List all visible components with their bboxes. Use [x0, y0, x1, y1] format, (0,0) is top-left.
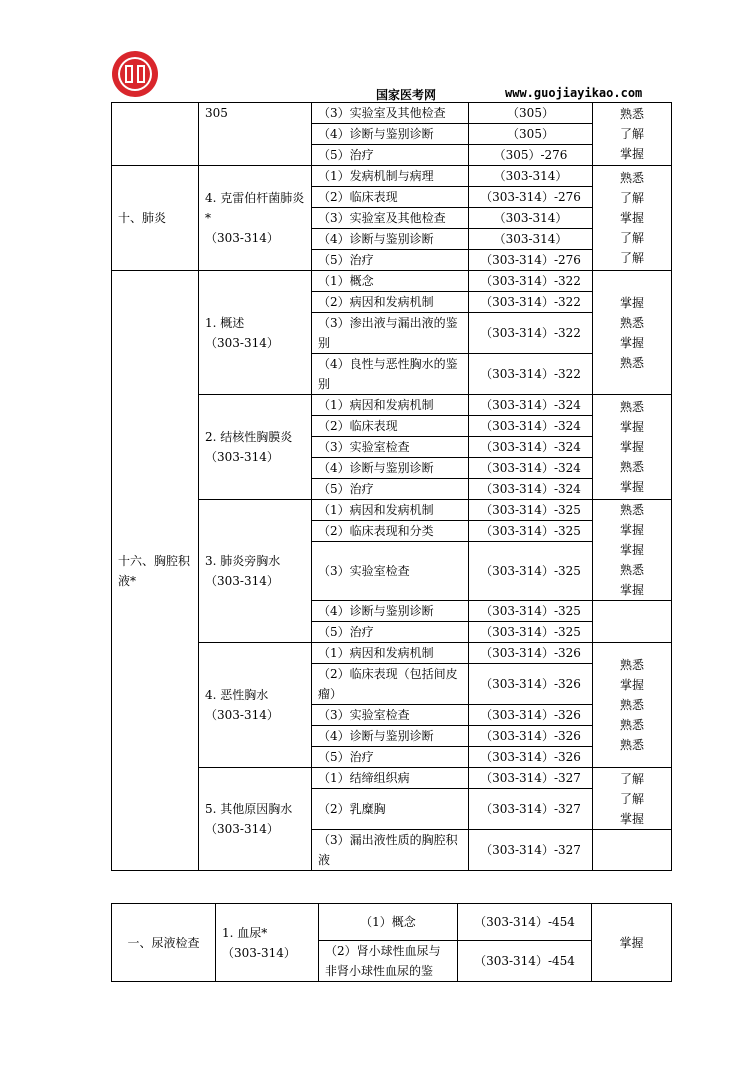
ref-cell: （303-314）-327 — [469, 830, 593, 871]
ref-cell: （303-314）-326 — [469, 664, 593, 705]
item-cell: （5）治疗 — [312, 250, 469, 271]
item-cell: （3）实验室检查 — [312, 705, 469, 726]
ref-cell: （303-314）-325 — [469, 601, 593, 622]
ref-cell: （303-314）-326 — [469, 747, 593, 768]
level-cell: 熟悉 掌握 熟悉 熟悉 熟悉 — [593, 643, 672, 768]
ref-cell: （303-314） — [469, 166, 593, 187]
item-cell: （2）临床表现 — [312, 416, 469, 437]
ref-cell: （305） — [469, 103, 593, 124]
item-cell: （4）良性与恶性胸水的鉴别 — [312, 354, 469, 395]
ref-cell: （303-314）-322 — [469, 313, 593, 354]
ref-cell: （303-314）-327 — [469, 768, 593, 789]
section-cell: 一、尿液检查 — [112, 904, 216, 982]
topic-cell: 5. 其他原因胸水 （303-314） — [199, 768, 312, 871]
item-cell: （4）诊断与鉴别诊断 — [312, 726, 469, 747]
ref-cell: （303-314）-324 — [469, 395, 593, 416]
ref-cell: （303-314）-325 — [469, 500, 593, 521]
level-cell: 熟悉 了解 掌握 了解 了解 — [593, 166, 672, 271]
site-url[interactable]: www.guojiayikao.com — [505, 86, 643, 100]
ref-cell: （303-314）-326 — [469, 726, 593, 747]
ref-cell: （303-314）-324 — [469, 416, 593, 437]
item-cell: （1）结缔组织病 — [312, 768, 469, 789]
item-cell: （5）治疗 — [312, 479, 469, 500]
level-cell: 熟悉 掌握 掌握 熟悉 掌握 — [593, 500, 672, 601]
item-cell: （2）临床表现 — [312, 187, 469, 208]
ref-cell: （303-314）-454 — [458, 904, 592, 941]
item-cell: （3）实验室及其他检查 — [312, 208, 469, 229]
ref-cell: （303-314）-324 — [469, 479, 593, 500]
level-cell: 掌握 熟悉 掌握 熟悉 — [593, 271, 672, 395]
topic-cell: 3. 肺炎旁胸水 （303-314） — [199, 500, 312, 643]
item-cell: （2）病因和发病机制 — [312, 292, 469, 313]
topic-cell: 305 — [199, 103, 312, 166]
item-cell: （1）病因和发病机制 — [312, 395, 469, 416]
ref-cell: （303-314）-322 — [469, 292, 593, 313]
item-cell: （1）概念 — [312, 271, 469, 292]
item-cell: （3）实验室检查 — [312, 437, 469, 458]
level-cell: 掌握 — [592, 904, 672, 982]
item-cell: （2）肾小球性血尿与非肾小球性血尿的鉴 — [319, 941, 458, 982]
ref-cell: （303-314）-325 — [469, 542, 593, 601]
ref-cell: （303-314）-327 — [469, 789, 593, 830]
section-cell: 十、肺炎 — [112, 166, 199, 271]
ref-cell: （303-314） — [469, 208, 593, 229]
level-cell: 熟悉 掌握 掌握 熟悉 掌握 — [593, 395, 672, 500]
level-cell: 了解 了解 掌握 — [593, 768, 672, 830]
ref-cell: （303-314）-324 — [469, 458, 593, 479]
level-cell: 熟悉 了解 掌握 — [593, 103, 672, 166]
ref-cell: （303-314）-326 — [469, 705, 593, 726]
item-cell: （2）临床表现和分类 — [312, 521, 469, 542]
item-cell: （4）诊断与鉴别诊断 — [312, 124, 469, 145]
item-cell: （1）病因和发病机制 — [312, 643, 469, 664]
syllabus-table-1 — [111, 102, 672, 871]
topic-cell: 4. 恶性胸水 （303-314） — [199, 643, 312, 768]
section-cell — [112, 103, 199, 166]
item-cell: （5）治疗 — [312, 145, 469, 166]
topic-cell: 1. 血尿* （303-314） — [216, 904, 319, 982]
ref-cell: （303-314） — [469, 229, 593, 250]
ref-cell: （303-314）-324 — [469, 437, 593, 458]
level-cell-empty — [593, 601, 672, 643]
item-cell: （1）病因和发病机制 — [312, 500, 469, 521]
topic-cell: 4. 克雷伯杆菌肺炎* （303-314） — [199, 166, 312, 271]
ref-cell: （303-314）-326 — [469, 643, 593, 664]
ref-cell: （303-314）-276 — [469, 187, 593, 208]
level-cell-empty — [593, 830, 672, 871]
item-cell: （1）概念 — [319, 904, 458, 941]
item-cell: （2）临床表现（包括间皮瘤） — [312, 664, 469, 705]
item-cell: （3）实验室检查 — [312, 542, 469, 601]
item-cell: （4）诊断与鉴别诊断 — [312, 458, 469, 479]
item-cell: （4）诊断与鉴别诊断 — [312, 229, 469, 250]
topic-cell: 1. 概述 （303-314） — [199, 271, 312, 395]
ref-cell: （303-314）-454 — [458, 941, 592, 982]
ref-cell: （305） — [469, 124, 593, 145]
item-cell: （5）治疗 — [312, 747, 469, 768]
item-cell: （3）漏出液性质的胸腔积液 — [312, 830, 469, 871]
section-cell: 十六、胸腔积液* — [112, 271, 199, 871]
ref-cell: （303-314）-322 — [469, 354, 593, 395]
ref-cell: （303-314）-276 — [469, 250, 593, 271]
ref-cell: （303-314）-322 — [469, 271, 593, 292]
syllabus-table-2 — [111, 903, 672, 982]
site-title: 国家医考网 — [376, 88, 437, 102]
item-cell: （3）渗出液与漏出液的鉴别 — [312, 313, 469, 354]
ref-cell: （303-314）-325 — [469, 622, 593, 643]
site-logo — [111, 50, 159, 98]
item-cell: （2）乳糜胸 — [312, 789, 469, 830]
item-cell: （5）治疗 — [312, 622, 469, 643]
topic-cell: 2. 结核性胸膜炎 （303-314） — [199, 395, 312, 500]
item-cell: （1）发病机制与病理 — [312, 166, 469, 187]
item-cell: （3）实验室及其他检查 — [312, 103, 469, 124]
ref-cell: （303-314）-325 — [469, 521, 593, 542]
item-cell: （4）诊断与鉴别诊断 — [312, 601, 469, 622]
ref-cell: （305）-276 — [469, 145, 593, 166]
